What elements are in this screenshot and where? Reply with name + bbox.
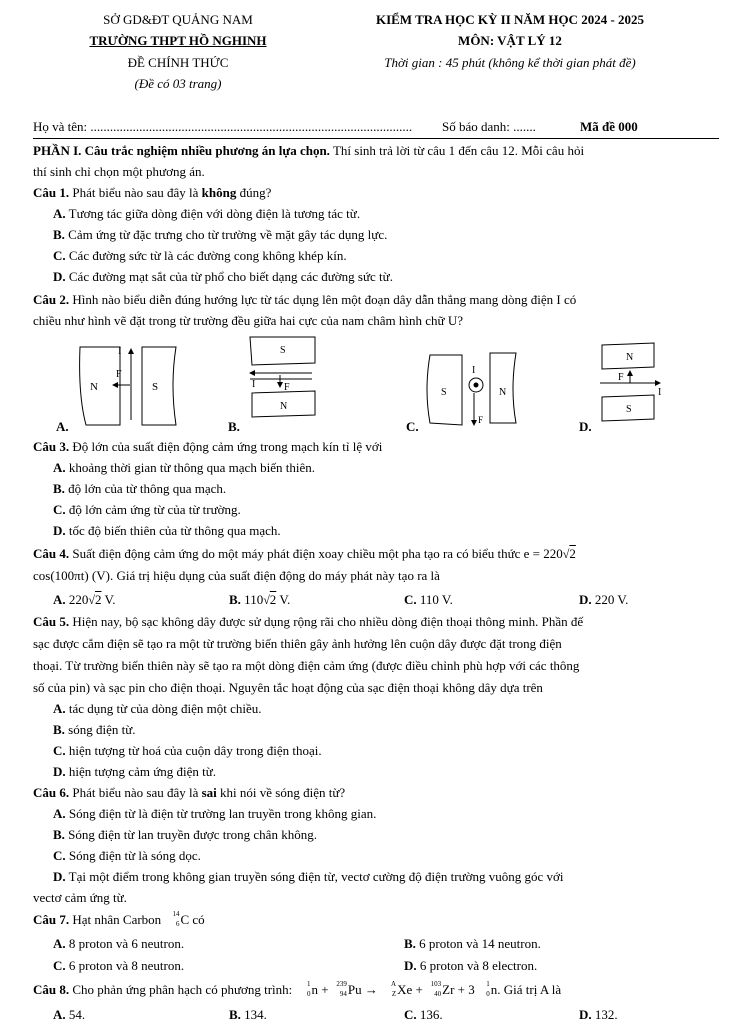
sqrt-icon: √: [263, 593, 270, 607]
option-letter: C.: [53, 848, 66, 863]
option-text: 132.: [594, 1007, 618, 1022]
nuclide-symbol: Xe: [397, 982, 413, 997]
option-letter: C.: [53, 743, 66, 758]
q3-option-d[interactable]: [53, 521, 281, 541]
plus-sign: +: [321, 982, 329, 997]
option-letter: C.: [53, 958, 66, 973]
option-text: hiện tượng từ hoá của cuộn dây trong điện thoại.: [68, 743, 322, 758]
q4-option-c[interactable]: [404, 590, 453, 610]
q6-stem-a: Phát biểu nào sau đây là: [72, 785, 199, 800]
option-text: 6 proton và 14 neutron.: [419, 936, 541, 951]
option-text: 136.: [419, 1007, 443, 1022]
header-divider: [33, 138, 719, 139]
zr-nuclide: [426, 980, 442, 999]
option-text: Các đường mạt sắt của từ phổ cho biết dạng các đường sức từ.: [68, 269, 393, 284]
q2-label: Câu 2.: [33, 292, 70, 307]
fig-d-south: S: [626, 404, 632, 415]
q3-stem: [33, 437, 719, 457]
coefficient: 3: [468, 982, 475, 997]
option-sqrt: 2: [94, 592, 102, 607]
q2-figures: [50, 335, 730, 435]
q4-stem-2: cos(100πt) (V). Giá trị hiệu dụng của suất điện động do máy phát này tạo ra là: [33, 568, 440, 583]
option-text: tốc độ biến thiên của từ thông qua mạch.: [68, 523, 281, 538]
option-text: độ lớn cảm ứng từ của từ trường.: [68, 502, 241, 517]
fig-c-current: I: [472, 365, 476, 376]
nuclide-symbol: Pu: [347, 982, 362, 997]
sqrt-icon: √: [88, 593, 95, 607]
student-name-row: [33, 119, 412, 135]
fig-c-south: S: [441, 387, 447, 398]
plus-sign: +: [415, 982, 423, 997]
q7-label: Câu 7.: [33, 912, 70, 927]
q6-stem-c: khi nói về sóng điện từ?: [220, 785, 346, 800]
option-text: Tại một điểm trong không gian truyền sóng điện từ, vectơ cường độ điện trường vuông góc với: [68, 869, 564, 884]
q7-option-c[interactable]: [53, 956, 184, 976]
option-letter: B.: [53, 227, 65, 242]
q2-stem-2: chiều như hình vẽ đặt trong từ trường đều giữa hai cực của nam châm hình chữ U?: [33, 313, 463, 328]
q5-label: Câu 5.: [33, 614, 70, 629]
q1-option-d[interactable]: [53, 267, 393, 287]
option-letter: C.: [404, 592, 417, 607]
fig-d-current: I: [658, 387, 662, 398]
exam-title: KIỂM TRA HỌC KỲ II NĂM HỌC 2024 - 2025: [375, 12, 645, 27]
fig-a-current: I: [118, 346, 122, 357]
option-letter: B.: [53, 722, 65, 737]
q1-option-c[interactable]: [53, 246, 347, 266]
exam-code: Mã đề 000: [580, 119, 638, 134]
q7-stem-text: Hạt nhân Carbon: [72, 912, 162, 927]
option-text: Cảm ứng từ đặc trưng cho từ trường về mặt gây tác dụng lực.: [68, 227, 388, 242]
nuclide-mass: 1: [486, 980, 490, 989]
option-text: 110 V.: [419, 592, 453, 607]
sbd-row: [442, 119, 536, 135]
option-letter: C.: [53, 502, 66, 517]
nuclide-symbol: C: [180, 912, 190, 927]
q7-tail: có: [192, 912, 205, 927]
q5-option-b[interactable]: [53, 720, 136, 740]
q1-stem-a: Phát biểu nào sau đây là: [72, 185, 199, 200]
option-sqrt: 2: [269, 592, 277, 607]
option-letter: A.: [53, 460, 66, 475]
option-text: 110: [244, 592, 264, 607]
q3-label: Câu 3.: [33, 439, 70, 454]
option-letter: B.: [53, 827, 65, 842]
q8-stem-text: Cho phản ứng phân hạch có phương trình:: [72, 982, 293, 997]
option-text: Sóng điện từ là điện từ trường lan truyền trong không gian.: [68, 806, 377, 821]
option-text: sóng điện từ.: [68, 722, 136, 737]
figure-c[interactable]: [406, 353, 516, 434]
q1-stem-c: đúng?: [239, 185, 272, 200]
nuclide-charge: 40: [434, 990, 442, 999]
option-text: 6 proton và 8 neutron.: [68, 958, 185, 973]
option-letter: B.: [404, 936, 416, 951]
option-text: độ lớn của từ thông qua mạch.: [68, 481, 227, 496]
fig-a-label: A.: [56, 419, 69, 434]
q1-option-a[interactable]: [53, 204, 360, 224]
option-text: tác dụng từ của dòng điện một chiều.: [68, 701, 262, 716]
q8-label: Câu 8.: [33, 982, 70, 997]
option-letter: A.: [53, 936, 66, 951]
figure-a[interactable]: [56, 346, 176, 434]
part1-instr: Thí sinh trả lời từ câu 1 đến câu 12. Mỗi câu hỏi: [332, 143, 585, 158]
fig-a-force: F: [116, 369, 122, 380]
option-letter: B.: [53, 481, 65, 496]
nuclide-mass: 14: [172, 910, 180, 919]
option-letter: A.: [53, 806, 66, 821]
figure-d[interactable]: [579, 343, 661, 434]
q5-stem: [33, 612, 719, 632]
q1-label: Câu 1.: [33, 185, 70, 200]
fig-d-north: N: [626, 352, 634, 363]
q4-label: Câu 4.: [33, 546, 70, 561]
q6-stem-emph: sai: [201, 785, 217, 800]
option-unit: V.: [104, 592, 116, 607]
fig-b-force: F: [284, 382, 290, 393]
option-text: Các đường sức từ là các đường cong không khép kín.: [68, 248, 347, 263]
sbd-field[interactable]: .......: [513, 119, 536, 134]
option-letter: B.: [229, 1007, 241, 1022]
fig-b-label: B.: [228, 419, 240, 434]
q1-option-b[interactable]: [53, 225, 387, 245]
q6-stem: [33, 783, 719, 803]
q5-line-4: số của pin) và sạc pin cho điện thoại. Nguyên tắc hoạt động của sạc điện thoại không dây dựa trên: [33, 680, 543, 695]
q8-stem: [33, 980, 719, 1000]
q5-option-a[interactable]: [53, 699, 262, 719]
page-count: (Đề có 03 trang): [134, 76, 222, 91]
option-letter: D.: [53, 869, 66, 884]
fig-c-label: C.: [406, 419, 419, 434]
option-text: Sóng điện từ là sóng dọc.: [68, 848, 201, 863]
plus-sign: +: [457, 982, 465, 997]
figure-b[interactable]: [228, 337, 315, 434]
q3-option-a[interactable]: [53, 458, 315, 478]
option-text: 134.: [244, 1007, 267, 1022]
option-text: 54.: [68, 1007, 86, 1022]
fig-a-south: S: [152, 381, 159, 393]
q7-stem: [33, 910, 719, 930]
part1-title: PHẦN I. Câu trắc nghiệm nhiều phương án lựa chọn.: [33, 143, 330, 158]
q4-sqrt-value: 2: [569, 546, 576, 561]
option-letter: C.: [404, 1007, 417, 1022]
exam-time: Thời gian : 45 phút (không kể thời gian phát đề): [384, 55, 636, 70]
q4-stem: [33, 544, 719, 564]
q2-stem: [33, 290, 719, 310]
fig-b-south: S: [280, 345, 286, 356]
carbon-nuclide: [164, 910, 180, 929]
dept-name: SỞ GD&ĐT QUẢNG NAM: [103, 12, 253, 27]
q3-stem-text: Độ lớn của suất điện động cảm ứng trong mạch kín tỉ lệ với: [72, 439, 383, 454]
official-label: ĐỀ CHÍNH THỨC: [127, 55, 229, 70]
neutron-nuclide: [296, 980, 312, 999]
option-text: 6 proton và 8 electron.: [419, 958, 538, 973]
q6-option-b[interactable]: [53, 825, 317, 845]
option-text: Tương tác giữa dòng điện với dòng điện là tương tác từ.: [68, 206, 361, 221]
q7-option-b[interactable]: [404, 934, 541, 954]
fig-d-label: D.: [579, 419, 592, 434]
option-letter: A.: [53, 592, 66, 607]
fig-d-force: F: [618, 372, 624, 383]
option-letter: A.: [53, 206, 66, 221]
q7-option-d[interactable]: [404, 956, 537, 976]
nuclide-mass: 1: [307, 980, 311, 989]
q4-option-d[interactable]: [579, 590, 628, 610]
q5-option-c[interactable]: [53, 741, 322, 761]
q8-option-c[interactable]: [404, 1005, 443, 1025]
nuclide-charge: 0: [486, 990, 490, 999]
option-text: 8 proton và 6 neutron.: [68, 936, 185, 951]
option-text: Sóng điện từ lan truyền được trong chân không.: [68, 827, 317, 842]
nuclide-charge: 94: [339, 990, 347, 999]
q6-option-d-cont: vectơ cảm ứng từ.: [33, 890, 127, 905]
option-letter: D.: [579, 592, 592, 607]
name-field[interactable]: ...................................................................................................: [90, 119, 413, 134]
fig-b-current: I: [252, 379, 256, 390]
option-letter: B.: [229, 592, 241, 607]
nuclide-mass: A: [391, 980, 397, 989]
nuclide-charge: Z: [391, 990, 397, 999]
q6-label: Câu 6.: [33, 785, 70, 800]
q4-option-b[interactable]: [229, 590, 290, 610]
option-text: hiện tượng cảm ứng điện từ.: [68, 764, 217, 779]
q3-option-c[interactable]: [53, 500, 241, 520]
option-letter: A.: [53, 701, 66, 716]
q1-stem-emph: không: [201, 185, 237, 200]
option-letter: D.: [53, 523, 66, 538]
option-unit: V.: [279, 592, 291, 607]
pu-nuclide: [332, 980, 348, 999]
fig-b-north: N: [280, 401, 288, 412]
fig-c-north: N: [499, 387, 507, 398]
q6-option-c[interactable]: [53, 846, 201, 866]
q5-line-3: thoại. Từ trường biến thiên này sẽ tạo ra một dòng điện cảm ứng (được điều chỉnh phù hợp với các thông: [33, 658, 580, 673]
school-name: TRƯỜNG THPT HỒ NGHINH: [89, 33, 267, 48]
q1-stem: [33, 183, 719, 203]
sqrt-icon: √: [562, 547, 570, 561]
nuclide-symbol: n: [311, 982, 319, 997]
option-letter: A.: [53, 1007, 66, 1022]
q4-option-a[interactable]: [53, 590, 115, 610]
name-label: Họ và tên:: [33, 119, 88, 134]
option-letter: C.: [53, 248, 66, 263]
arrow-icon: →: [364, 982, 378, 997]
q2-stem-a: Hình nào biểu diễn đúng hướng lực từ tác dụng lên một đoạn dây dẫn thẳng mang dòng điện I có: [72, 292, 577, 307]
option-letter: D.: [53, 764, 66, 779]
option-letter: D.: [53, 269, 66, 284]
q6-option-a[interactable]: [53, 804, 376, 824]
option-letter: D.: [404, 958, 417, 973]
q3-option-b[interactable]: [53, 479, 226, 499]
option-text: 220: [68, 592, 89, 607]
fig-c-force: F: [478, 415, 484, 425]
q5-line-2: sạc được cắm điện sẽ tạo ra một từ trường biến thiên gây ảnh hưởng lên cuộn dây được đặt trong điện: [33, 636, 562, 651]
part1-instr-2: thí sinh chỉ chọn một phương án.: [33, 164, 205, 179]
q6-option-d[interactable]: [53, 867, 564, 887]
neutron-nuclide-2: [475, 980, 491, 999]
nuclide-symbol: n: [490, 982, 498, 997]
xe-nuclide: [381, 980, 397, 999]
option-text: khoảng thời gian từ thông qua mạch biến thiên.: [68, 460, 315, 475]
q4-stem-a: Suất điện động cảm ứng do một máy phát điện xoay chiều một pha tạo ra có biểu thức e = 220: [72, 546, 563, 561]
q8-tail: . Giá trị A là: [497, 982, 562, 997]
q8-option-d[interactable]: [579, 1005, 618, 1025]
subject: MÔN: VẬT LÝ 12: [458, 33, 562, 48]
option-text: 220 V.: [594, 592, 629, 607]
part1-instructions: [33, 141, 719, 161]
q5-line-1: Hiện nay, bộ sạc không dây được sử dụng rộng rãi cho nhiều dòng điện thoại thông minh. Phần đế: [72, 614, 584, 629]
option-letter: D.: [579, 1007, 592, 1022]
nuclide-charge: 0: [307, 990, 311, 999]
q8-option-a[interactable]: [53, 1005, 85, 1025]
nuclide-mass: 103: [430, 980, 442, 989]
nuclide-mass: 239: [336, 980, 347, 989]
sbd-label: Số báo danh:: [442, 119, 510, 134]
nuclide-symbol: Zr: [442, 982, 455, 997]
q5-option-d[interactable]: [53, 762, 216, 782]
nuclide-charge: 6: [175, 920, 180, 929]
fig-a-north: N: [90, 381, 98, 393]
q7-option-a[interactable]: [53, 934, 184, 954]
q8-option-b[interactable]: [229, 1005, 267, 1025]
